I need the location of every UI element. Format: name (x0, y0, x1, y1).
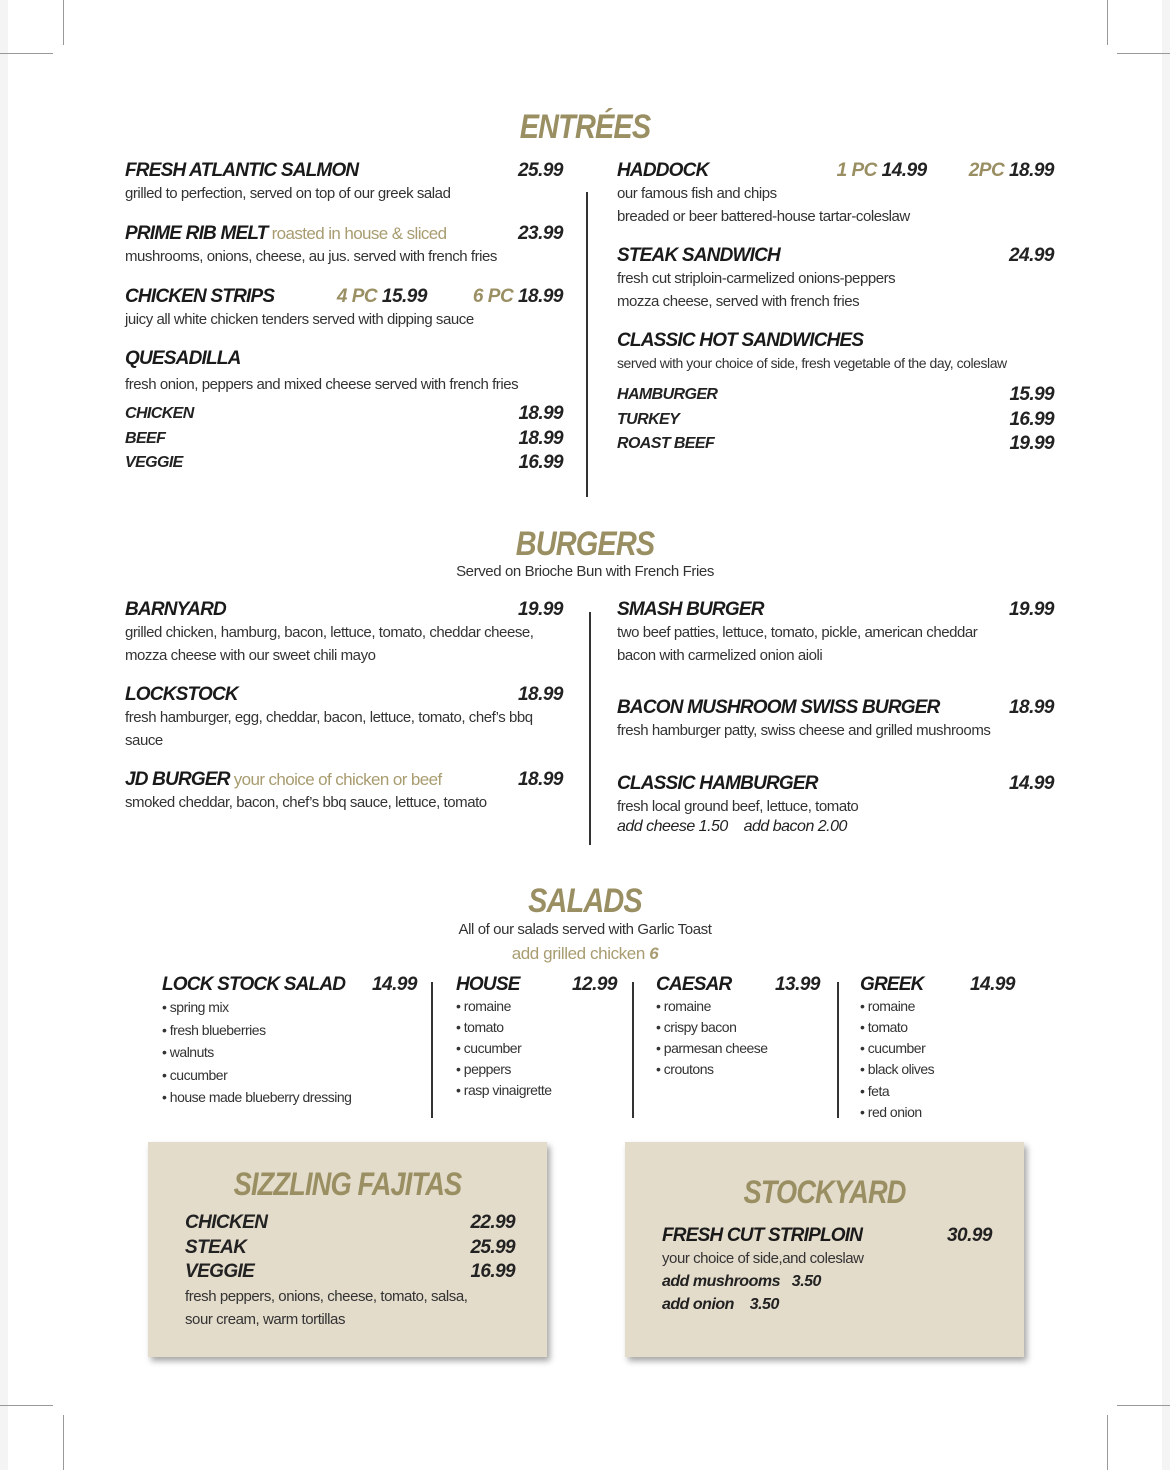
menu-text: • red onion (860, 1104, 922, 1120)
burgers-heading: BURGERS (515, 525, 655, 563)
menu-text (662, 1225, 992, 1316)
menu-text (337, 286, 427, 308)
item-name: BACON MUSHROOM SWISS BURGER (617, 697, 940, 718)
item-name: STEAK SANDWICH (617, 245, 780, 266)
crop-mark (1117, 1405, 1170, 1406)
menu-item (125, 684, 563, 752)
option-row (125, 402, 563, 427)
page-edge (0, 0, 8, 1470)
menu-text (617, 245, 1054, 267)
salads-subtitle: All of our salads served with Garlic Toast (458, 921, 712, 938)
menu-text: 18.99 (518, 427, 563, 449)
item-desc: mozza cheese, served with french fries (617, 293, 860, 310)
item-desc: fresh hamburger patty, swiss cheese and grilled mushrooms (617, 722, 991, 739)
menu-item (125, 769, 563, 814)
portion-label: 1 PC (836, 160, 877, 181)
option-row (617, 432, 1054, 457)
menu-text (617, 160, 1054, 182)
menu-text: • parmesan cheese (656, 1040, 768, 1056)
addon: add onion 3.50 (662, 1296, 779, 1313)
menu-text (125, 286, 563, 308)
item-name: CAESAR (656, 974, 732, 995)
menu-text (456, 974, 617, 996)
stockyard-box (625, 1142, 1024, 1357)
menu-text: 22.99 (470, 1212, 515, 1233)
item-desc: served with your choice of side, fresh vegetable of the day, coleslaw (617, 355, 1007, 371)
menu-text: 19.99 (1009, 433, 1054, 454)
menu-text: • cucumber (860, 1040, 926, 1056)
menu-text: • romaine (860, 998, 915, 1014)
menu-text (656, 974, 820, 996)
item-price: 24.99 (1008, 245, 1054, 266)
menu-text: • cucumber (456, 1040, 522, 1056)
menu-text (617, 599, 1054, 621)
item-desc: fresh onion, peppers and mixed cheese served with french fries (125, 376, 519, 393)
menu-text (185, 1211, 515, 1331)
item-desc: sauce (125, 732, 163, 749)
menu-item (617, 599, 1054, 667)
item-name: HOUSE (456, 974, 520, 995)
crop-mark (1107, 0, 1108, 45)
item-desc: smoked cheddar, bacon, chef’s bbq sauce, lettuce, tomato (125, 794, 487, 811)
portion-label: 2PC (968, 160, 1005, 181)
column-divider (632, 982, 634, 1118)
menu-text: ROAST BEEF (617, 435, 715, 452)
menu-text: add grilled chicken (511, 944, 645, 963)
item-price: 18.99 (517, 769, 563, 790)
menu-text: • crispy bacon (656, 1019, 737, 1035)
item-price: 19.99 (1008, 599, 1054, 620)
menu-text: • croutons (656, 1061, 714, 1077)
menu-text (837, 160, 927, 182)
menu-text: • romaine (456, 998, 511, 1014)
menu-text (860, 974, 1015, 996)
item-desc: bacon with carmelized onion aioli (617, 647, 823, 664)
salads-add-chicken (0, 944, 1170, 964)
menu-text: 16.99 (518, 452, 563, 473)
item-price: 23.99 (517, 223, 563, 244)
column-divider (586, 192, 588, 497)
option-row (617, 383, 1054, 408)
menu-text: • peppers (456, 1061, 511, 1077)
stockyard-heading: STOCKYARD (743, 1174, 906, 1210)
menu-text: 15.99 (1009, 384, 1054, 405)
item-desc: mushrooms, onions, cheese, au jus. served with french fries (125, 248, 497, 265)
item-name: LOCKSTOCK (125, 684, 238, 705)
item-price: 12.99 (571, 974, 617, 995)
menu-text (125, 348, 563, 370)
item-desc: fresh peppers, onions, cheese, tomato, salsa, (185, 1287, 468, 1305)
menu-text: HAMBURGER (617, 386, 718, 403)
item-desc: grilled to perfection, served on top of our greek salad (125, 185, 451, 202)
item-note: roasted in house & sliced (271, 224, 447, 243)
crop-mark (0, 53, 53, 54)
item-price: 13.99 (774, 974, 820, 995)
menu-text: 25.99 (470, 1236, 515, 1258)
item-note: your choice of chicken or beef (233, 770, 442, 789)
item-name: SMASH BURGER (617, 599, 764, 620)
item-name: QUESADILLA (125, 348, 241, 369)
item-price: 14.99 (969, 974, 1015, 995)
menu-item (125, 348, 563, 476)
item-price: 18.99 (1008, 697, 1054, 718)
item-name: CLASSIC HOT SANDWICHES (617, 330, 864, 351)
column-divider (431, 982, 433, 1118)
item-price: 15.99 (381, 286, 427, 307)
item-name: BARNYARD (125, 599, 226, 620)
menu-text: • spring mix (162, 999, 229, 1015)
menu-text: STEAK (185, 1236, 247, 1258)
item-price: 19.99 (517, 599, 563, 620)
menu-text (125, 684, 563, 706)
menu-text: • rasp vinaigrette (456, 1082, 552, 1098)
menu-text (125, 223, 563, 245)
portion-label: 6 PC (472, 286, 514, 307)
menu-item (617, 330, 1054, 457)
menu-text: • feta (860, 1083, 890, 1099)
salad-item (656, 974, 820, 1080)
item-desc: fresh cut striploin-carmelized onions-peppers (617, 270, 896, 287)
item-desc: breaded or beer battered-house tartar-coleslaw (617, 208, 910, 225)
item-desc: our famous fish and chips (617, 185, 777, 202)
item-name: JD BURGER (125, 769, 230, 790)
item-desc: juicy all white chicken tenders served with dipping sauce (125, 311, 474, 328)
menu-text: 6 (649, 944, 659, 963)
menu-text: VEGGIE (125, 454, 183, 471)
entrees-heading: ENTRÉES (519, 108, 651, 146)
salads-heading: SALADS (528, 882, 642, 920)
column-divider (589, 612, 591, 845)
portion-label: 4 PC (336, 286, 378, 307)
item-price: 18.99 (1008, 160, 1054, 181)
menu-text (125, 769, 563, 791)
item-price: 18.99 (517, 286, 563, 307)
item-desc: two beef patties, lettuce, tomato, pickle, american cheddar (617, 624, 978, 641)
menu-item (125, 223, 563, 268)
addons: add cheese 1.50 add bacon 2.00 (617, 818, 847, 835)
item-name: FRESH CUT STRIPLOIN (662, 1225, 863, 1246)
menu-text: CHICKEN (125, 405, 194, 422)
burgers-subtitle: Served on Brioche Bun with French Fries (456, 563, 714, 580)
menu-text: • cucumber (162, 1066, 228, 1083)
menu-item (617, 245, 1054, 313)
menu-text (162, 974, 417, 996)
menu-text (473, 286, 563, 308)
menu-text (662, 1225, 992, 1247)
option-row (185, 1236, 515, 1261)
menu-text: CHICKEN (185, 1212, 268, 1233)
salad-item (162, 974, 417, 1109)
menu-text: VEGGIE (185, 1261, 255, 1282)
menu-item (125, 286, 563, 331)
item-desc: sour cream, warm tortillas (185, 1310, 346, 1328)
item-desc: fresh hamburger, egg, cheddar, bacon, lettuce, tomato, chef’s bbq (125, 709, 533, 726)
item-price: 18.99 (517, 684, 563, 705)
fajitas-heading: SIZZLING FAJITAS (233, 1166, 462, 1202)
menu-item (617, 697, 1054, 742)
item-price: 14.99 (371, 974, 417, 995)
item-price: 25.99 (517, 160, 563, 181)
menu-item (617, 773, 1054, 836)
item-price: 30.99 (946, 1225, 992, 1246)
item-price: 14.99 (881, 160, 927, 181)
item-desc: fresh local ground beef, lettuce, tomato (617, 798, 859, 815)
option-row (125, 451, 563, 476)
item-desc: mozza cheese with our sweet chili mayo (125, 647, 376, 664)
option-row (617, 408, 1054, 433)
item-name: LOCK STOCK SALAD (162, 974, 346, 995)
menu-text: • tomato (860, 1019, 908, 1035)
menu-text: • fresh blueberries (162, 1021, 266, 1038)
fajitas-box (148, 1142, 547, 1357)
crop-mark (63, 0, 64, 45)
option-row (185, 1260, 515, 1285)
menu-item (125, 599, 563, 667)
menu-text (649, 944, 658, 963)
menu-text: TURKEY (617, 410, 680, 428)
menu-text (125, 160, 563, 182)
menu-item (125, 160, 563, 205)
menu-text: 16.99 (1009, 408, 1054, 430)
item-name: HADDOCK (617, 160, 709, 181)
addon: add mushrooms 3.50 (662, 1273, 821, 1290)
item-desc: your choice of side,and coleslaw (662, 1250, 864, 1267)
item-name: CHICKEN STRIPS (125, 286, 275, 307)
item-desc: grilled chicken, hamburg, bacon, lettuce, tomato, cheddar cheese, (125, 624, 534, 641)
crop-mark (63, 1415, 64, 1470)
menu-text: 18.99 (518, 403, 563, 424)
menu-text: • walnuts (162, 1044, 214, 1060)
crop-mark (1117, 53, 1170, 54)
menu-text: • black olives (860, 1061, 935, 1077)
column-divider (837, 982, 839, 1118)
item-name: PRIME RIB MELT (125, 223, 268, 244)
menu-text (125, 599, 563, 621)
page-edge (1162, 0, 1170, 1470)
item-name: GREEK (860, 974, 924, 995)
menu-text (617, 773, 1054, 795)
menu-text: • house made blueberry dressing (162, 1089, 352, 1105)
menu-text (617, 697, 1054, 719)
menu-text: BEEF (125, 429, 166, 447)
menu-text (617, 330, 1054, 352)
item-price: 14.99 (1008, 773, 1054, 794)
crop-mark (0, 1405, 53, 1406)
item-name: FRESH ATLANTIC SALMON (125, 160, 359, 181)
menu-text: • romaine (656, 998, 711, 1014)
menu-text: 16.99 (470, 1261, 515, 1282)
option-row (125, 427, 563, 452)
menu-text: • tomato (456, 1019, 504, 1035)
option-row (185, 1211, 515, 1236)
crop-mark (1107, 1415, 1108, 1470)
item-name: CLASSIC HAMBURGER (617, 773, 818, 794)
salad-item (860, 974, 1015, 1123)
menu-item (617, 160, 1054, 228)
menu-text (969, 160, 1054, 182)
salad-item (456, 974, 617, 1101)
